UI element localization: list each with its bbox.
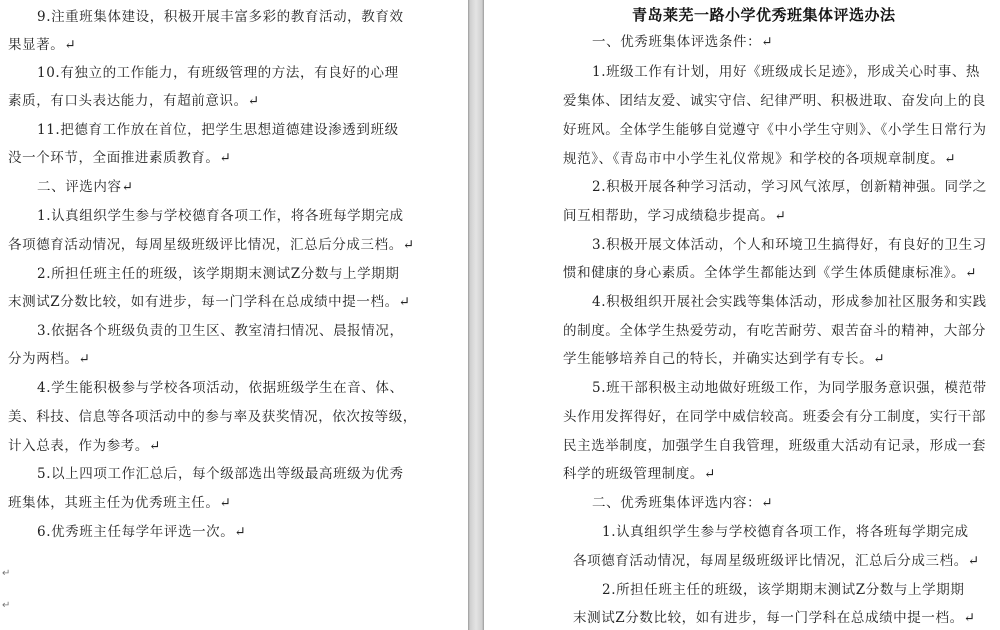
page-gutter — [468, 0, 484, 630]
text-line: 素质，有口头表达能力，有超前意识。↵ — [8, 93, 260, 109]
text-line: 1.班级工作有计划，用好《班级成长足迹》，形成关心时事、热 — [592, 64, 981, 80]
section-heading: 一、优秀班集体评选条件：↵ — [592, 34, 774, 50]
text-line: 的制度。全体学生热爱劳动，有吃苦耐劳、艰苦奋斗的精神，大部分 — [563, 323, 986, 339]
document-page-right — [484, 0, 1000, 630]
text-line: 9.注重班集体建设，积极开展丰富多彩的教育活动，教育效 — [37, 9, 404, 25]
text-line: 好班风。全体学生能够自觉遵守《中小学生守则》、《小学生日常行为 — [563, 122, 987, 138]
section-heading: 二、评选内容↵ — [37, 179, 134, 195]
text-line: 3.积极开展文体活动，个人和环境卫生搞得好，有良好的卫生习 — [592, 237, 987, 253]
text-line: 2.所担任班主任的班级，该学期期末测试Z分数与上学期期 — [602, 582, 965, 598]
text-line: 果显著。↵ — [8, 37, 77, 53]
text-line: 爱集体、团结友爱、诚实守信、纪律严明、积极进取、奋发向上的良 — [563, 93, 986, 109]
paragraph-mark: ↵ — [2, 600, 11, 611]
text-line: 2.所担任班主任的班级，该学期期末测试Z分数与上学期期 — [37, 266, 400, 282]
text-line: 没一个环节，全面推进素质教育。↵ — [8, 150, 232, 166]
text-line: 2.积极开展各种学习活动，学习风气浓厚，创新精神强。同学之 — [592, 179, 987, 195]
text-line: 11.把德育工作放在首位，把学生思想道德建设渗透到班级 — [37, 122, 399, 138]
text-line: 1.认真组织学生参与学校德育各项工作，将各班每学期完成 — [602, 524, 969, 540]
text-line: 4.积极组织开展社会实践等集体活动，形成参加社区服务和实践 — [592, 294, 987, 310]
text-line: 5.班干部积极主动地做好班级工作，为同学服务意识强，模范带 — [592, 380, 987, 396]
text-line: 5.以上四项工作汇总后，每个级部选出等级最高班级为优秀 — [37, 466, 404, 482]
text-line: 头作用发挥得好，在同学中威信较高。班委会有分工制度，实行干部 — [563, 409, 986, 425]
text-line: 各项德育活动情况，每周星级班级评比情况，汇总后分成三档。↵ — [573, 553, 980, 569]
text-line: 10.有独立的工作能力，有班级管理的方法，有良好的心理 — [37, 65, 399, 81]
text-line: 末测试Z分数比较，如有进步，每一门学科在总成绩中提一档。↵ — [8, 294, 411, 310]
text-line: 计入总表，作为参考。↵ — [8, 438, 161, 454]
text-line: 末测试Z分数比较，如有进步，每一门学科在总成绩中提一档。↵ — [573, 610, 976, 626]
text-line: 美、科技、信息等各项活动中的参与率及获奖情况，依次按等级， — [8, 409, 417, 425]
text-line: 学生能够培养自己的特长，并确实达到学有专长。↵ — [563, 351, 886, 367]
section-heading: 二、优秀班集体评选内容：↵ — [592, 495, 774, 511]
text-line: 惯和健康的身心素质。全体学生都能达到《学生体质健康标准》。↵ — [563, 265, 978, 281]
text-line: 科学的班级管理制度。↵ — [563, 466, 716, 482]
text-line: 1.认真组织学生参与学校德育各项工作，将各班每学期完成 — [37, 208, 404, 224]
text-line: 3.依据各个班级负责的卫生区、教室清扫情况、晨报情况， — [37, 323, 404, 339]
text-line: 班集体，其班主任为优秀班主任。↵ — [8, 495, 232, 511]
text-line: 6.优秀班主任每学年评选一次。↵ — [37, 524, 247, 540]
text-line: 分为两档。↵ — [8, 351, 91, 367]
paragraph-mark: ↵ — [2, 568, 11, 579]
text-line: 4.学生能积极参与学校各项活动，依据班级学生在音、体、 — [37, 380, 404, 396]
text-line: 规范》、《青岛市中小学生礼仪常规》和学校的各项规章制度。↵ — [563, 151, 957, 167]
text-line: 间互相帮助，学习成绩稳步提高。↵ — [563, 208, 787, 224]
document-title: 青岛莱芜一路小学优秀班集体评选办法 — [632, 6, 896, 24]
document-page-left — [0, 0, 468, 630]
text-line: 民主选举制度，加强学生自我管理，班级重大活动有记录，形成一套 — [563, 438, 986, 454]
text-line: 各项德育活动情况，每周星级班级评比情况，汇总后分成三档。↵ — [8, 237, 415, 253]
